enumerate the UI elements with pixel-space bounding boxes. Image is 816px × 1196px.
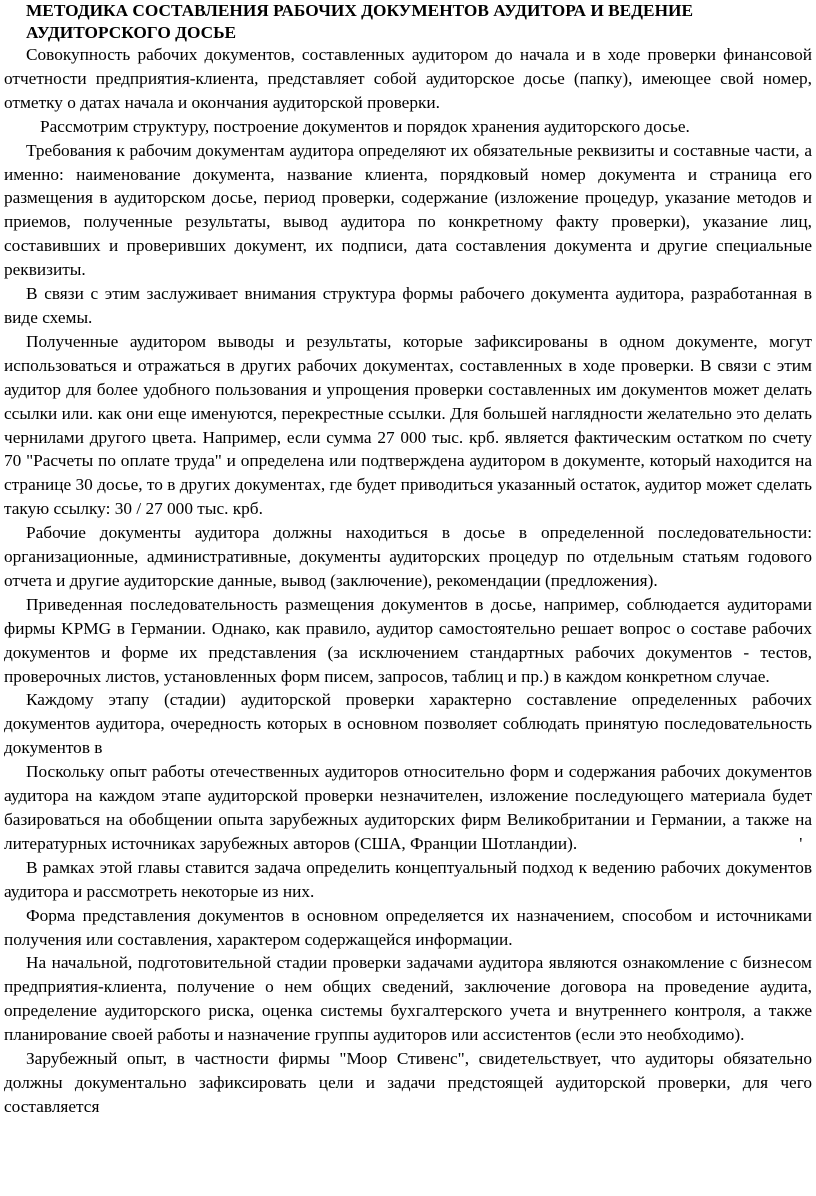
paragraph-dossier-definition: Совокупность рабочих документов, составленных аудитором до начала и в ходе проверки финансовой отчетности предприятия-клиента, представляет собой аудиторское досье (папку), имеющее свой номер, отметку о датах начала и окончания аудиторской проверки. bbox=[4, 45, 812, 112]
paragraph-cross-references: Полученные аудитором выводы и результаты, которые зафиксированы в одном документе, могут использоваться и отражаться в других рабочих документах, составленных в ходе проверки. В связи с этим аудитор для более удобного пользования и упрощения проверки составленных им документов может делать ссылки или. как они еще именуются, перекрестные ссылки. Для большей наглядности желательно это делать чернилами другого цвета. Например, если сумма 27 000 тыс. крб. является фактическим остатком по счету 70 "Расчеты по оплате труда" и определена или подтверждена аудитором в документе, который находится на странице 30 досье, то в других документах, где будет приводиться указанный остаток, аудитор может сделать такую ссылку: 30 / 27 000 тыс. крб. bbox=[4, 331, 812, 519]
paragraph-foreign-experience bbox=[4, 760, 812, 856]
paragraph-document-order: Рабочие документы аудитора должны находиться в досье в определенной последовательности: организационные, административные, документы аудиторских процедур по отдельным статьям годового отчета и другие аудиторские данные, вывод (заключение), рекомендации (предложения). bbox=[4, 523, 812, 590]
paragraph-requirements: Требования к рабочим документам аудитора определяют их обязательные реквизиты и составные части, а именно: наименование документа, название клиента, порядковый номер документа и страница его размещения в аудиторском досье, период проверки, содержание (изложение процедур, указание методов и приемов, полученные результаты, вывод аудитора по конкретному факту проверки), указание лиц, составивших и проверивших документ, их подписи, дата составления документа и другие специальные реквизиты. bbox=[4, 140, 812, 280]
paragraph-chapter-goal: В рамках этой главы ставится задача определить концептуальный подход к ведению рабочих документов аудитора и рассмотреть некоторые из них. bbox=[4, 857, 812, 901]
paragraph-kpmg-order: Приведенная последовательность размещения документов в досье, например, соблюдается аудиторами фирмы KPMG в Германии. Однако, как правило, аудитор самостоятельно решает вопрос о составе рабочих документов и форме их представления (за исключением стандартных рабочих документов - тестов, проверочных листов, установленных форм писем, запросов, таблиц и пр.) в каждом конкретном случае. bbox=[4, 594, 812, 686]
paragraph-document-form: Форма представления документов в основном определяется их назначением, способом и источниками получения или составления, характером содержащейся информации. bbox=[4, 905, 812, 949]
paragraph-foreign-experience-text: Поскольку опыт работы отечественных аудиторов относительно форм и содержания рабочих документов аудитора на каждом этапе аудиторской проверки незначителен, изложение последующего материала будет базироваться на обобщении опыта зарубежных аудиторских фирм Великобритании и Германии, а также на литературных источниках зарубежных авторов (США, Франции Шотландии). bbox=[4, 762, 812, 853]
document-title: МЕТОДИКА СОСТАВЛЕНИЯ РАБОЧИХ ДОКУМЕНТОВ АУДИТОРА И ВЕДЕНИЕ АУДИТОРСКОГО ДОСЬЕ bbox=[26, 1, 693, 42]
paragraph-moore-stephens: Зарубежный опыт, в частности фирмы "Моор Стивенс", свидетельствует, что аудиторы обязательно должны документально зафиксировать цели и задачи предстоящей аудиторской проверки, для чего составляется bbox=[4, 1049, 812, 1116]
stray-mark: ' bbox=[799, 833, 803, 853]
paragraph-form-structure: В связи с этим заслуживает внимания структура формы рабочего документа аудитора, разработанная в виде схемы. bbox=[4, 284, 812, 327]
paragraph-structure-intro: Рассмотрим структуру, построение документов и порядок хранения аудиторского досье. bbox=[40, 116, 690, 136]
paragraph-preparatory-stage: На начальной, подготовительной стадии проверки задачами аудитора являются ознакомление с бизнесом предприятия-клиента, получение о нем общих сведений, заключение договора на проведение аудита, определение аудиторского риска, оценка системы бухгалтерского учета и внутреннего контроля, а также планирование своей работы и назначение группы аудиторов или ассистентов (если это необходимо). bbox=[4, 953, 812, 1045]
paragraph-audit-stages: Каждому этапу (стадии) аудиторской проверки характерно составление определенных рабочих документов аудитора, очередность которых в основном позволяет соблюдать принятую последовательность документов в bbox=[4, 690, 812, 758]
